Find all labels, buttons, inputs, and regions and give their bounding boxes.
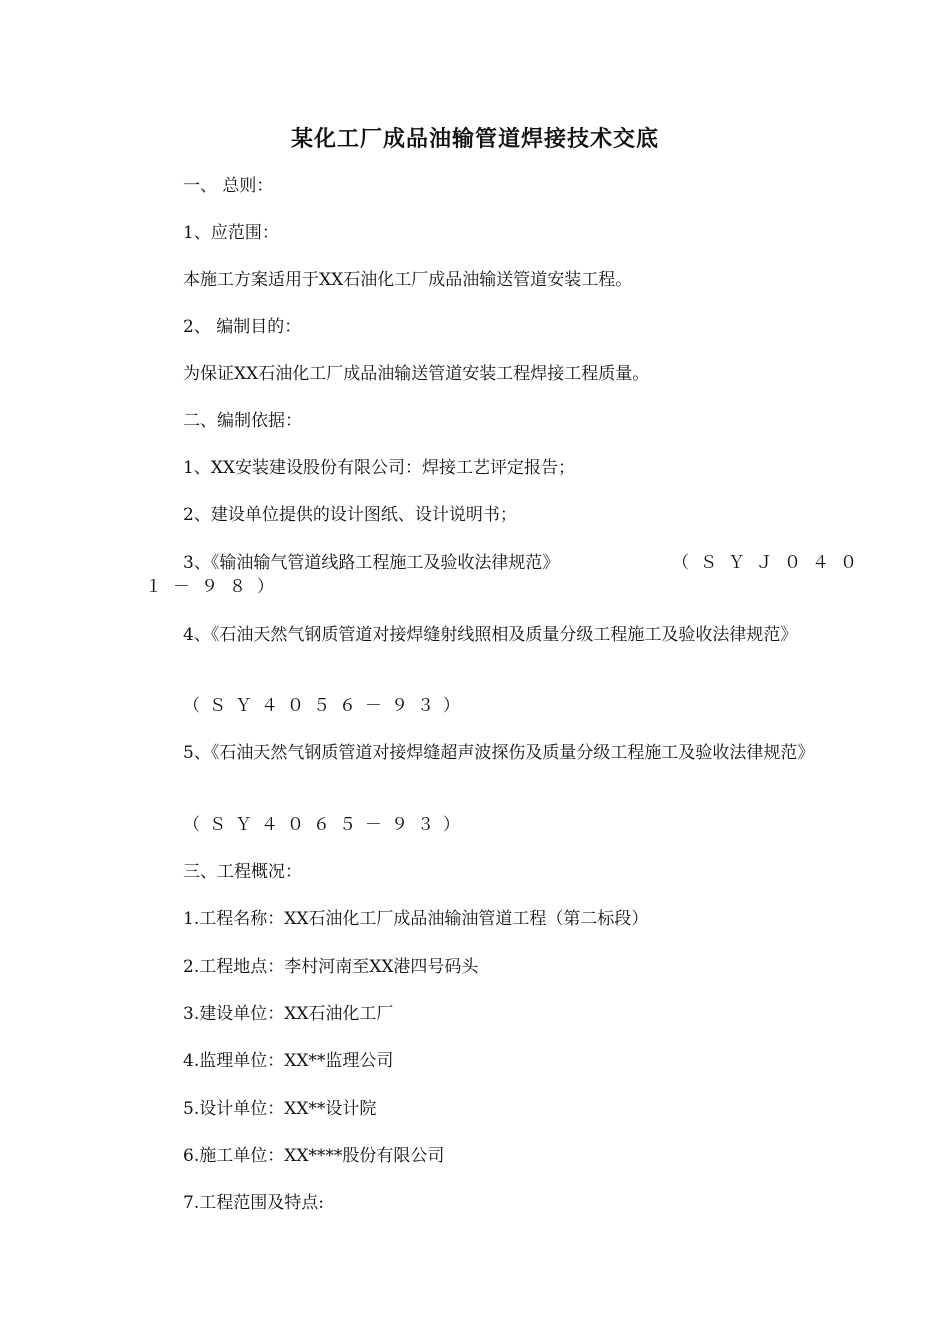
basis-item-4: 4、《石油天然气钢质管道对接焊缝射线照相及质量分级工程施工及验收法律规范》: [183, 625, 798, 645]
purpose-heading: 2、 编制目的：: [183, 317, 302, 337]
overview-scope: 7.工程范围及特点:: [183, 1193, 324, 1213]
basis-item-3-code-cont: １－９８）: [145, 577, 285, 597]
basis-item-3: 3、《输油输气管道线路工程施工及验收法律规范》: [183, 553, 560, 573]
basis-item-1: 1、XX安装建设股份有限公司：焊接工艺评定报告；: [183, 458, 576, 478]
basis-item-5: 5、《石油天然气钢质管道对接焊缝超声波探伤及质量分级工程施工及验收法律规范》: [183, 743, 815, 763]
basis-item-2: 2、建设单位提供的设计图纸、设计说明书；: [183, 505, 517, 525]
overview-project-name: 1.工程名称：XX石油化工厂成品油输油管道工程（第二标段）: [183, 909, 649, 929]
basis-heading: 二、编制依据：: [183, 411, 302, 431]
overview-location: 2.工程地点：李村河南至XX港四号码头: [183, 957, 479, 977]
basis-item-5-code: （ＳＹ４０６５－９３）: [183, 815, 469, 835]
basis-item-4-code: （ＳＹ４０５６－９３）: [183, 696, 469, 716]
overview-owner: 3.建设单位：XX石油化工厂: [183, 1004, 394, 1024]
purpose-text: 为保证XX石油化工厂成品油输送管道安装工程焊接工程质量。: [183, 364, 650, 384]
overview-heading: 三、工程概况：: [183, 862, 302, 882]
scope-text: 本施工方案适用于XX石油化工厂成品油输送管道安装工程。: [183, 270, 633, 290]
overview-supervisor: 4.监理单位：XX**监理公司: [183, 1051, 394, 1071]
overview-designer: 5.设计单位：XX**设计院: [183, 1099, 377, 1119]
basis-item-3-code: （ＳＹＪ０４０: [672, 553, 868, 573]
overview-contractor: 6.施工单位：XX****股份有限公司: [183, 1146, 445, 1166]
document-title: 某化工厂成品油输管道焊接技术交底: [290, 127, 659, 152]
scope-heading: 1、应范围：: [183, 223, 279, 243]
section-general-heading: 一、 总则：: [183, 176, 274, 196]
